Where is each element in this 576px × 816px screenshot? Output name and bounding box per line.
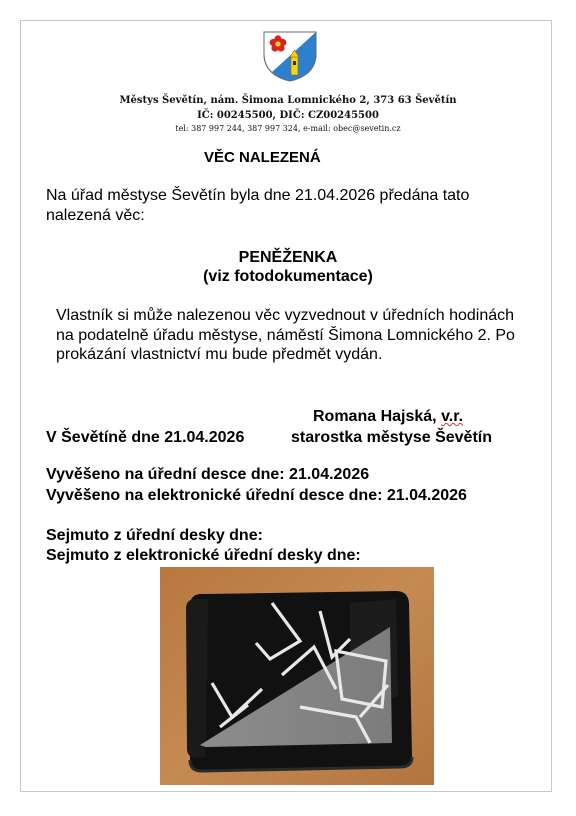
document-title: VĚC NALEZENÁ (204, 149, 321, 166)
removed-board-line: Sejmuto z úřední desky dne: (46, 527, 263, 544)
signature-role: starostka městyse Ševětín (291, 429, 492, 446)
coat-of-arms-icon (261, 30, 319, 82)
office-address: Městys Ševětín, nám. Šimona Lomnického 2, 373 63 Ševětín (119, 95, 457, 106)
office-ids: IČ: 00245500, DIČ: CZ00245500 (197, 110, 379, 121)
signature-name-suffix: v.r. (441, 408, 464, 425)
intro-paragraph: Na úřad městyse Ševětín byla dne 21.04.2026 předána tato nalezená věc: (46, 187, 470, 224)
found-item-note: (viz fotodokumentace) (203, 268, 373, 285)
removed-eboard-line: Sejmuto z elektronické úřední desky dne: (46, 547, 361, 564)
place-date: V Ševětíně dne 21.04.2026 (46, 429, 245, 446)
posted-board-line: Vyvěšeno na úřední desce dne: 21.04.2026 (46, 466, 370, 483)
owner-paragraph: Vlastník si může nalezenou věc vyzvednout v úředních hodinách na podatelně úřadu městyse, náměstí Šimona Lomnického 2. Po prokázání vlastnictví mu bude předmět vydán. (56, 307, 515, 363)
signature-name-main: Romana Hajská, (313, 408, 442, 425)
found-item-name: PENĚŽENKA (238, 249, 338, 266)
wallet-photo (160, 567, 434, 785)
signature-name (313, 408, 463, 426)
posted-eboard-line: Vyvěšeno na elektronické úřední desce dne: 21.04.2026 (46, 487, 467, 504)
office-contact: tel: 387 997 244, 387 997 324, e-mail: obec@sevetin.cz (175, 124, 401, 133)
